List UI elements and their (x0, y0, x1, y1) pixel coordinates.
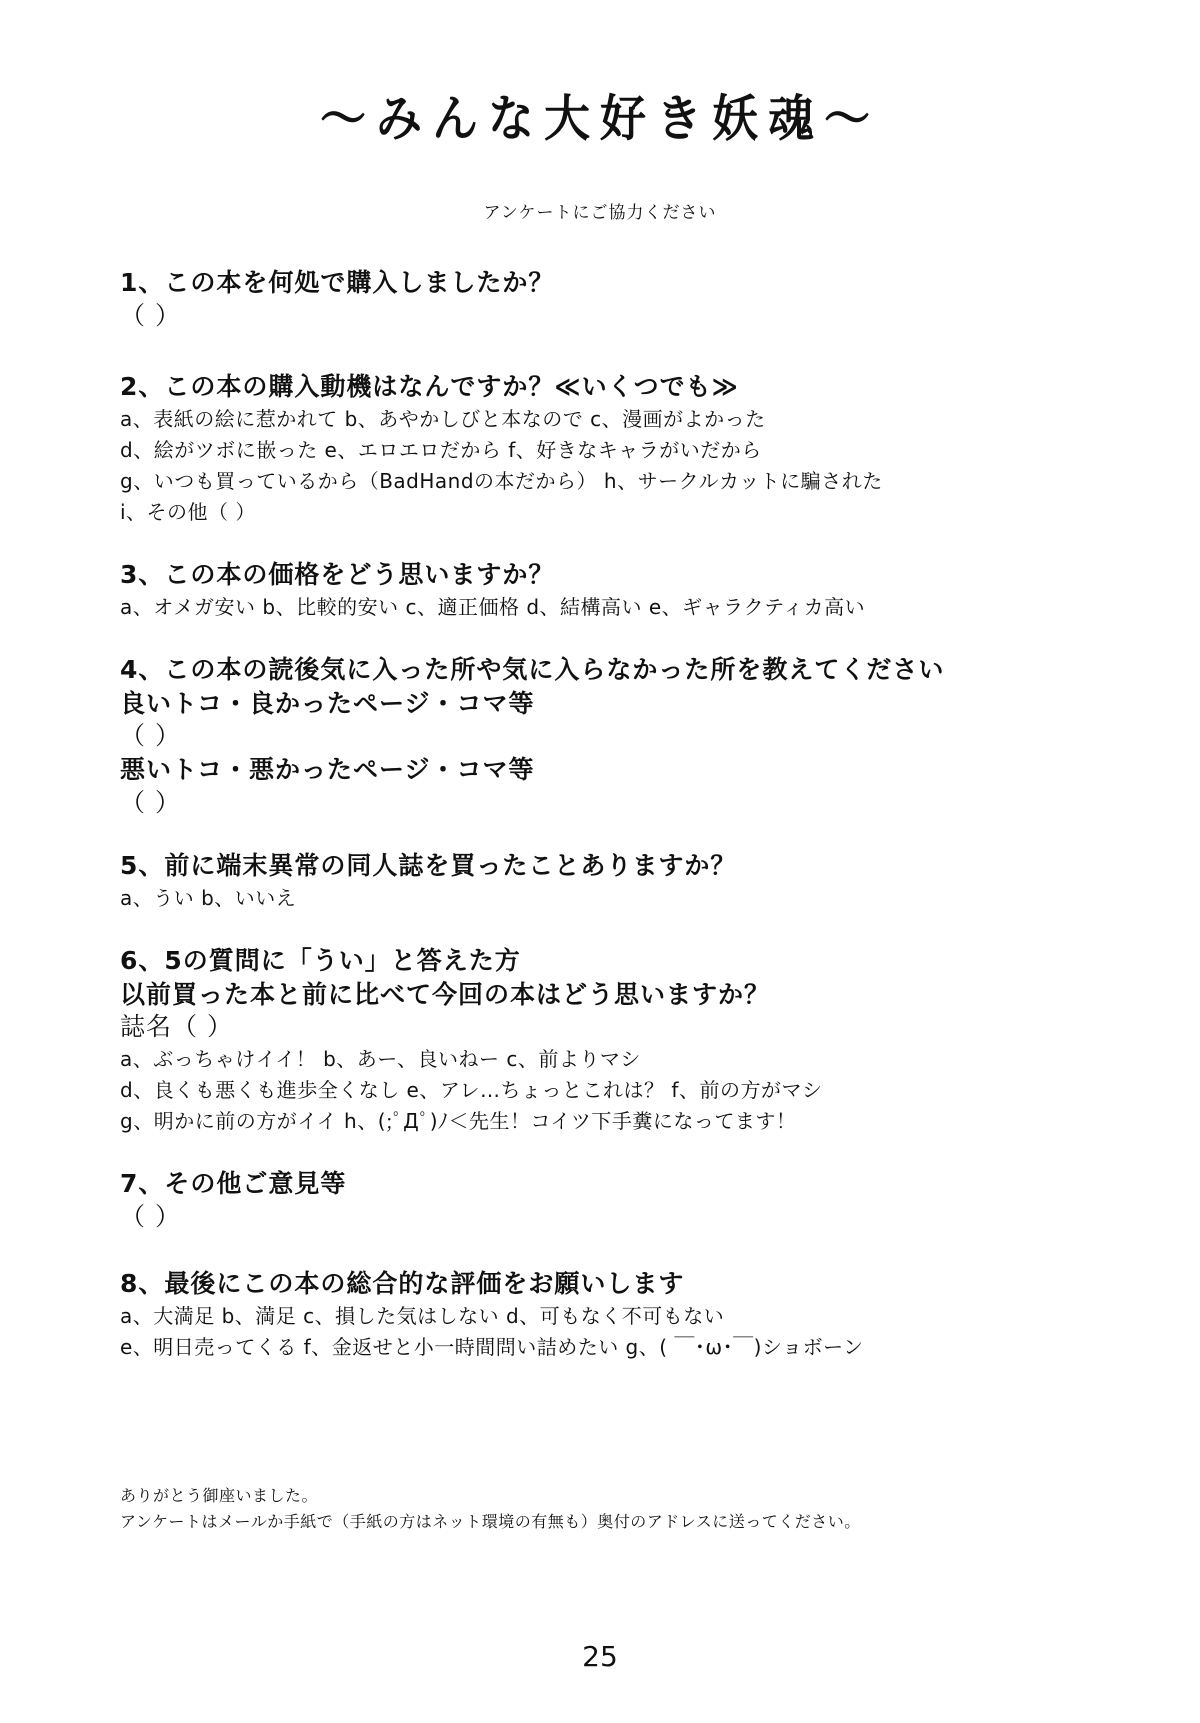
footer-note (120, 1483, 1020, 1534)
question-4-bad-blank[interactable]: （ ） (120, 787, 181, 817)
question-8-option-line-2[interactable]: e、明日売ってくる f、金返せと小一時間問い詰めたい g、( ￣･ω･￣)ショボーン (120, 1334, 864, 1359)
question-4-good-label: 良いトコ・良かったページ・コマ等 (120, 688, 535, 718)
page-title: 〜みんな大好き妖魂〜 (320, 89, 880, 148)
question-6-title-blank[interactable]: 誌名（ ） (120, 1012, 233, 1042)
question-4-heading: 4、この本の読後気に入った所や気に入らなかった所を教えてください (120, 654, 945, 684)
question-2-option-line-1[interactable]: a、表紙の絵に惹かれて b、あやかしびと本なので c、漫画がよかった (120, 407, 766, 431)
question-2-option-line-3[interactable]: g、いつも買っているから（BadHandの本だから） h、サークルカットに騙された (120, 469, 883, 493)
question-6-option-line-3[interactable]: g、明かに前の方がイイ h、(;ﾟДﾟ)ﾉ＜先生！コイツ下手糞になってます！ (120, 1108, 797, 1133)
question-2-option-line-2[interactable]: d、絵がツボに嵌った e、エロエロだから f、好きなキャラがいだから (120, 438, 762, 462)
question-7 (120, 1167, 1100, 1233)
question-6-option-line-1[interactable]: a、ぶっちゃけイイ！ b、あー、良いねー c、前よりマシ (120, 1046, 641, 1071)
footer-line-2: アンケートはメールか手紙で（手紙の方はネット環境の有無も）奥付のアドレスに送ってください。 (120, 1511, 861, 1531)
question-7-heading: 7、その他ご意見等 (120, 1168, 347, 1198)
question-4-bad-label: 悪いトコ・悪かったページ・コマ等 (120, 754, 535, 784)
question-6-heading: 6、5の質問に「うい」と答えた方 (120, 945, 521, 975)
question-4-good-blank[interactable]: （ ） (120, 721, 181, 751)
question-6-option-line-2[interactable]: d、良くも悪くも進歩全くなし e、アレ…ちょっとこれは？ f、前の方がマシ (120, 1077, 823, 1102)
questions-container (120, 240, 1100, 1363)
question-8-option-line-1[interactable]: a、大満足 b、満足 c、損した気はしない d、可もなく不可もない (120, 1303, 725, 1328)
question-2-option-line-4[interactable]: i、その他（ ） (120, 500, 256, 524)
question-2 (120, 370, 1100, 528)
question-5 (120, 849, 1100, 914)
question-3-heading: 3、この本の価格をどう思いますか？ (120, 560, 555, 589)
page-number: 25 (582, 1640, 618, 1673)
question-1 (120, 266, 1100, 332)
question-1-heading: 1、この本を何処で購入しましたか？ (120, 268, 555, 297)
question-8 (120, 1267, 1100, 1363)
question-3-option-line-1[interactable]: a、オメガ安い b、比較的安い c、適正価格 d、結構高い e、ギャラクティカ高い (120, 594, 866, 619)
question-8-heading: 8、最後にこの本の総合的な評価をお願いします (120, 1269, 685, 1298)
footer-line-1: ありがとう御座いました。 (120, 1486, 319, 1505)
question-1-answer-blank[interactable]: （ ） (120, 300, 181, 330)
question-4 (120, 653, 1100, 819)
question-6-heading-secondary: 以前買った本と前に比べて今回の本はどう思いますか？ (120, 979, 771, 1009)
question-7-answer-blank[interactable]: （ ） (120, 1201, 181, 1231)
question-6 (120, 944, 1100, 1137)
question-5-option-line-1[interactable]: a、うい b、いいえ (120, 885, 297, 910)
question-5-heading: 5、前に端末異常の同人誌を買ったことありますか？ (120, 851, 737, 880)
page-subtitle: アンケートにご協力ください (483, 203, 717, 223)
question-3 (120, 558, 1100, 623)
question-2-heading: 2、この本の購入動機はなんですか？≪いくつでも≫ (120, 372, 739, 402)
